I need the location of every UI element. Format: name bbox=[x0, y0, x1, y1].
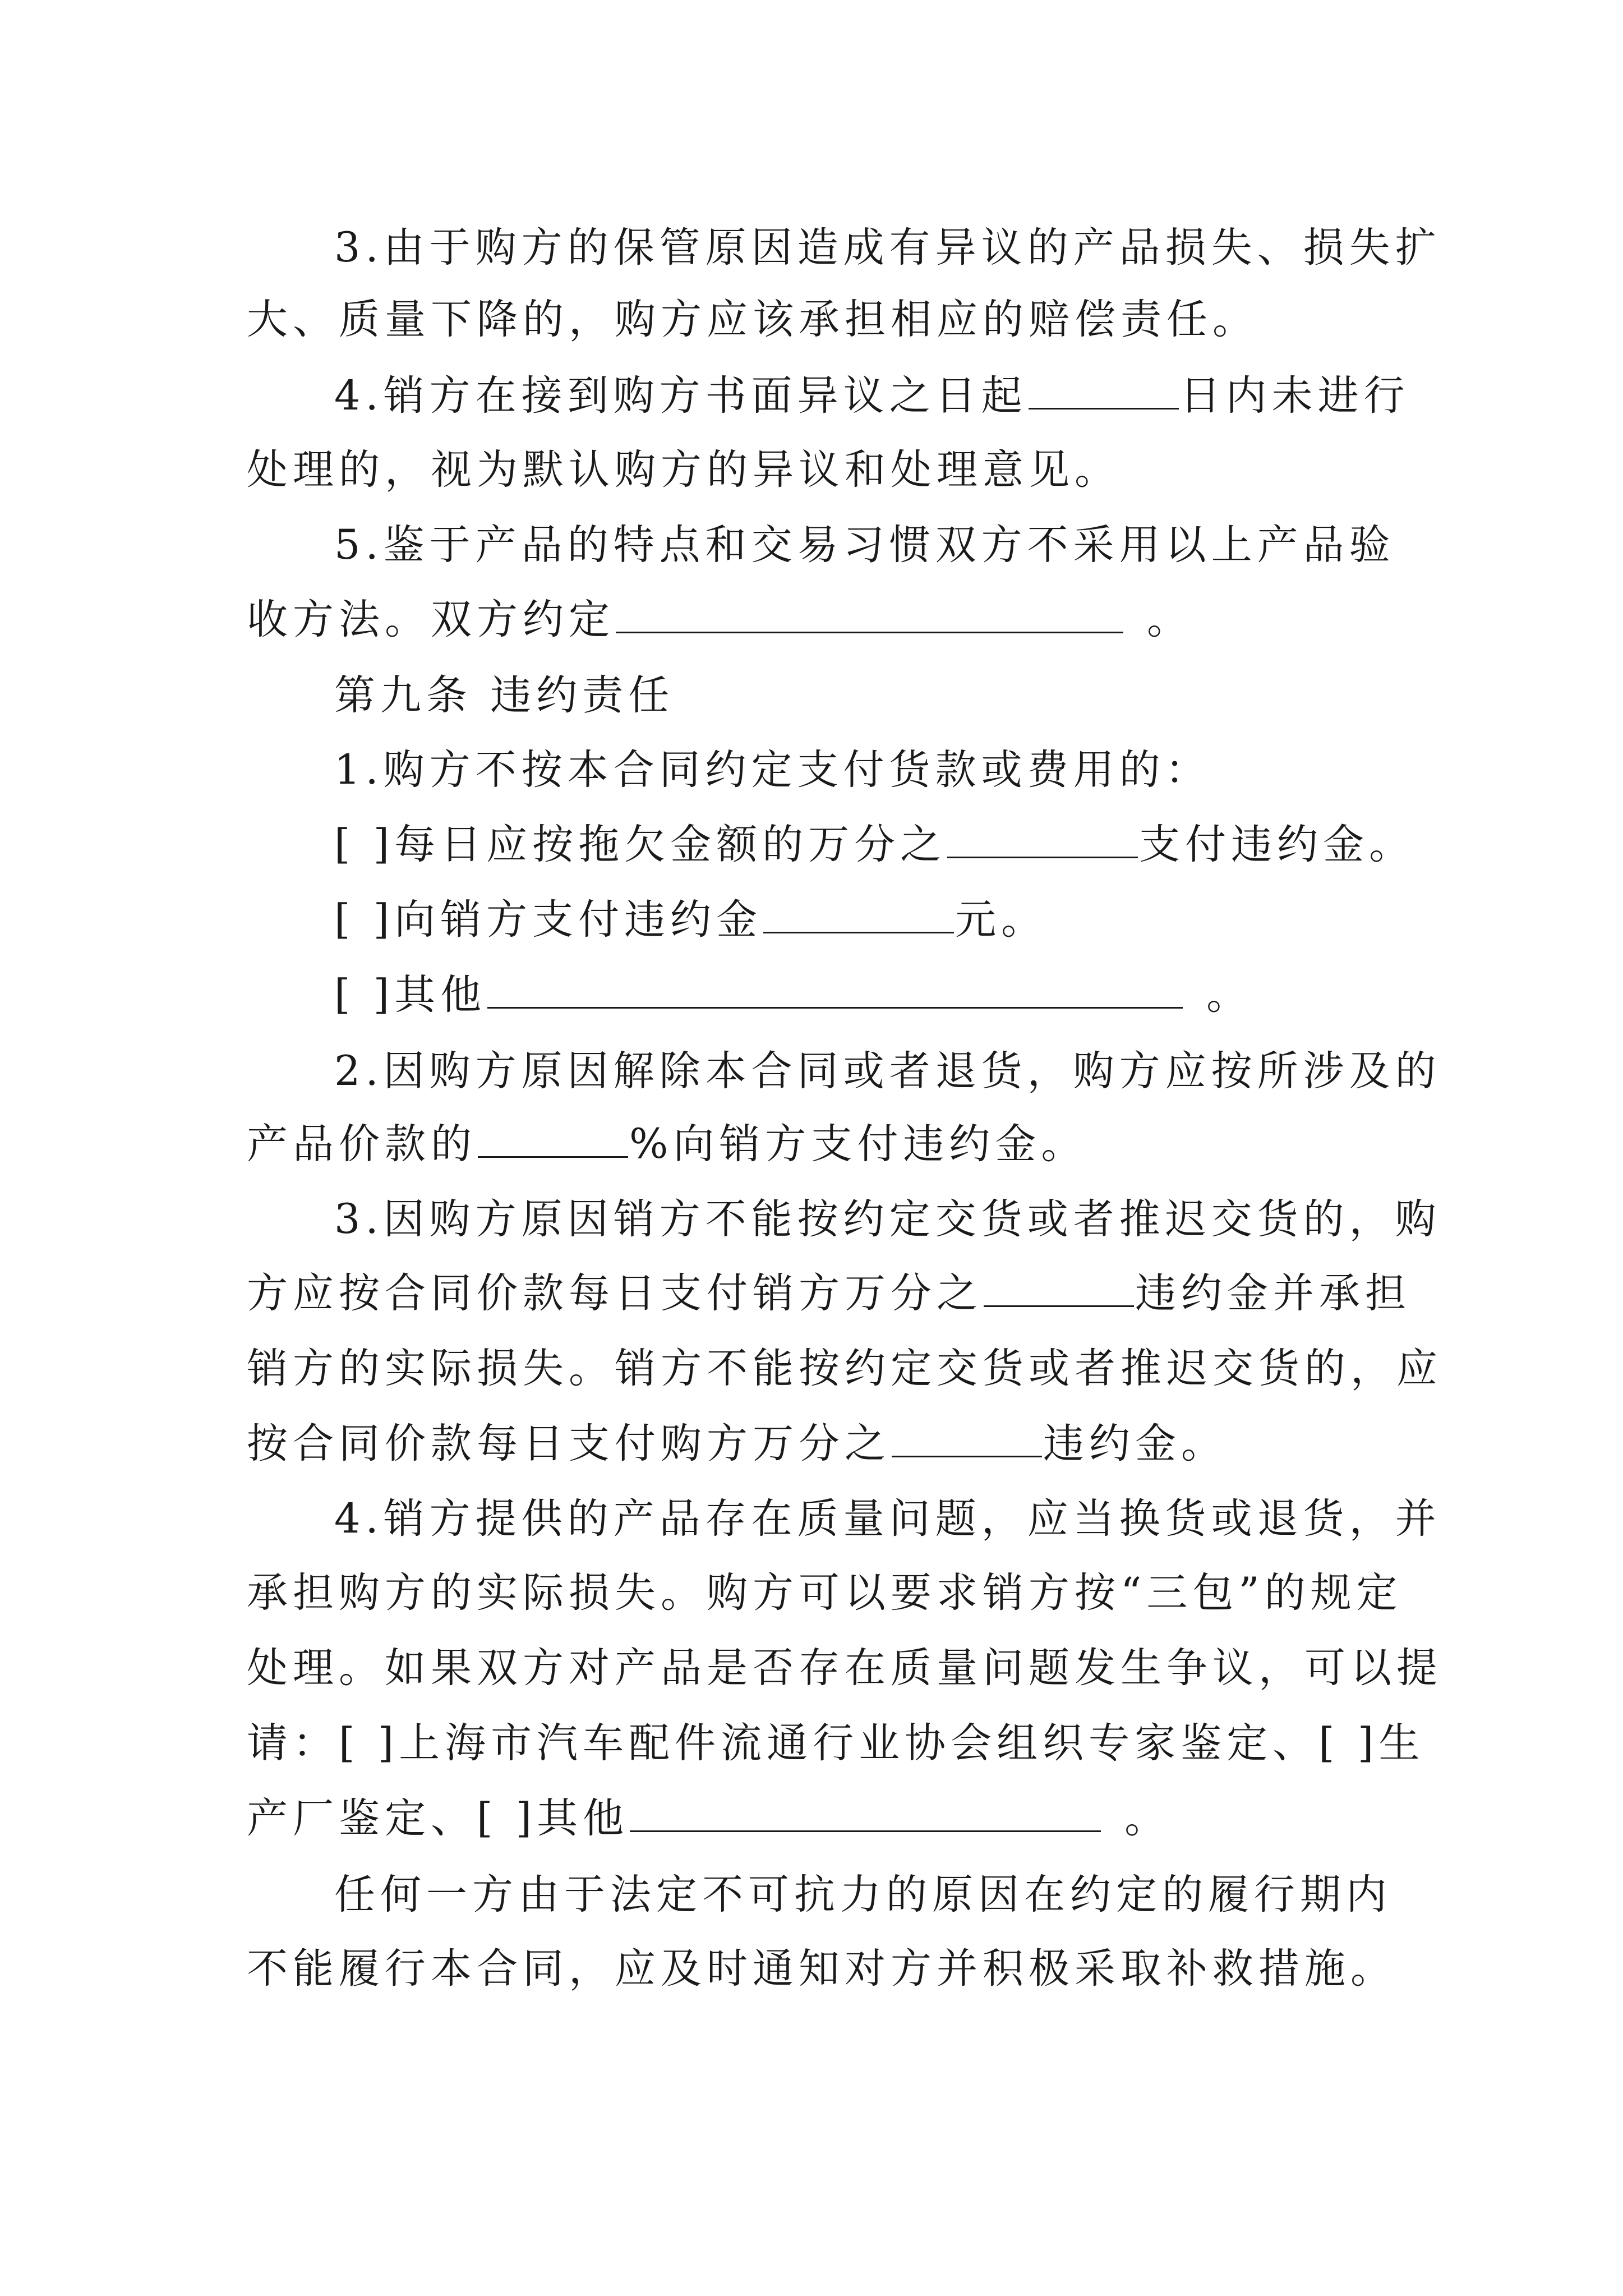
option-line bbox=[334, 892, 1047, 948]
text-segment: 按合同价款每日支付购方万分之 bbox=[247, 1420, 891, 1467]
text-line bbox=[247, 1266, 1411, 1322]
text-segment: 5.鉴于产品的特点和交易习惯双方不采用以上产品验 bbox=[334, 521, 1395, 569]
text-segment: 元。 bbox=[955, 896, 1048, 944]
text-line bbox=[334, 1043, 1441, 1099]
text-line bbox=[247, 1565, 1403, 1621]
fill-in-blank bbox=[763, 896, 954, 933]
text-segment: %向销方支付违约金。 bbox=[629, 1120, 1087, 1168]
text-segment: [ ]每日应按拖欠金额的万分之 bbox=[334, 821, 947, 868]
fill-in-blank bbox=[616, 596, 1123, 633]
fill-in-blank bbox=[947, 821, 1138, 858]
text-segment: 4.销方提供的产品存在质量问题，应当换货或退货，并 bbox=[334, 1495, 1441, 1543]
text-segment: 承担购方的实际损失。购方可以要求销方按“三包”的规定 bbox=[247, 1569, 1403, 1617]
text-segment: 处理。如果双方对产品是否存在质量问题发生争议，可以提 bbox=[247, 1644, 1442, 1692]
text-segment: 。 bbox=[1147, 596, 1193, 643]
text-line bbox=[247, 592, 1193, 648]
text-segment: 方应按合同价款每日支付销方万分之 bbox=[247, 1269, 983, 1317]
text-segment: 日内未进行 bbox=[1179, 372, 1410, 420]
text-line bbox=[334, 517, 1395, 573]
text-segment: 违约金。 bbox=[1043, 1420, 1227, 1467]
text-segment: [ ]向销方支付违约金 bbox=[334, 896, 763, 944]
text-segment: 第九条 违约责任 bbox=[334, 671, 675, 719]
text-segment: 处理的，视为默认购方的异议和处理意见。 bbox=[247, 446, 1121, 494]
text-segment: 产厂鉴定、[ ]其他 bbox=[247, 1795, 629, 1842]
fill-in-blank bbox=[984, 1269, 1134, 1307]
text-segment: 支付违约金。 bbox=[1139, 821, 1415, 868]
text-segment: 任何一方由于法定不可抗力的原因在约定的履行期内 bbox=[334, 1871, 1392, 1918]
text-segment: 4.销方在接到购方书面异议之日起 bbox=[334, 372, 1027, 420]
text-segment: 1.购方不按本合同约定支付货款或费用的： bbox=[334, 746, 1211, 794]
text-line bbox=[247, 1416, 1227, 1472]
text-segment: 不能履行本合同，应及时通知对方并积极采取补救措施。 bbox=[247, 1945, 1396, 1993]
text-segment: 收方法。双方约定 bbox=[247, 596, 615, 643]
fill-in-blank bbox=[630, 1795, 1101, 1832]
text-line bbox=[247, 442, 1121, 498]
option-line bbox=[334, 967, 1252, 1023]
text-segment: 2.因购方原因解除本合同或者退货，购方应按所涉及的 bbox=[334, 1047, 1441, 1095]
text-line bbox=[334, 220, 1441, 276]
text-segment: 大、质量下降的，购方应该承担相应的赔偿责任。 bbox=[247, 296, 1258, 343]
fill-in-blank bbox=[1029, 372, 1179, 409]
text-line bbox=[247, 1715, 1424, 1772]
text-line bbox=[334, 368, 1410, 424]
text-segment: 。 bbox=[1124, 1795, 1171, 1842]
text-line bbox=[247, 1640, 1442, 1696]
text-line bbox=[247, 1116, 1087, 1172]
text-segment: 请：[ ]上海市汽车配件流通行业协会组织专家鉴定、[ ]生 bbox=[247, 1719, 1425, 1767]
fill-in-blank bbox=[487, 971, 1183, 1009]
text-line bbox=[334, 1191, 1441, 1248]
text-line bbox=[247, 1791, 1170, 1847]
text-segment: 。 bbox=[1206, 971, 1253, 1019]
option-line bbox=[334, 817, 1415, 873]
text-line bbox=[334, 1491, 1441, 1547]
text-segment: [ ]其他 bbox=[334, 971, 487, 1019]
text-line bbox=[334, 742, 1211, 798]
text-line bbox=[334, 1867, 1392, 1923]
fill-in-blank bbox=[892, 1420, 1042, 1457]
text-segment: 违约金并承担 bbox=[1135, 1269, 1411, 1317]
text-segment: 3.由于购方的保管原因造成有异议的产品损失、损失扩 bbox=[334, 224, 1441, 272]
text-segment: 3.因购方原因销方不能按约定交货或者推迟交货的，购 bbox=[334, 1195, 1441, 1243]
text-segment: 销方的实际损失。销方不能按约定交货或者推迟交货的，应 bbox=[247, 1345, 1442, 1392]
text-segment: 产品价款的 bbox=[247, 1120, 477, 1168]
fill-in-blank bbox=[478, 1120, 628, 1158]
section-heading bbox=[334, 668, 674, 724]
text-line bbox=[247, 1341, 1442, 1397]
text-line bbox=[247, 292, 1258, 348]
text-line bbox=[247, 1941, 1396, 1997]
